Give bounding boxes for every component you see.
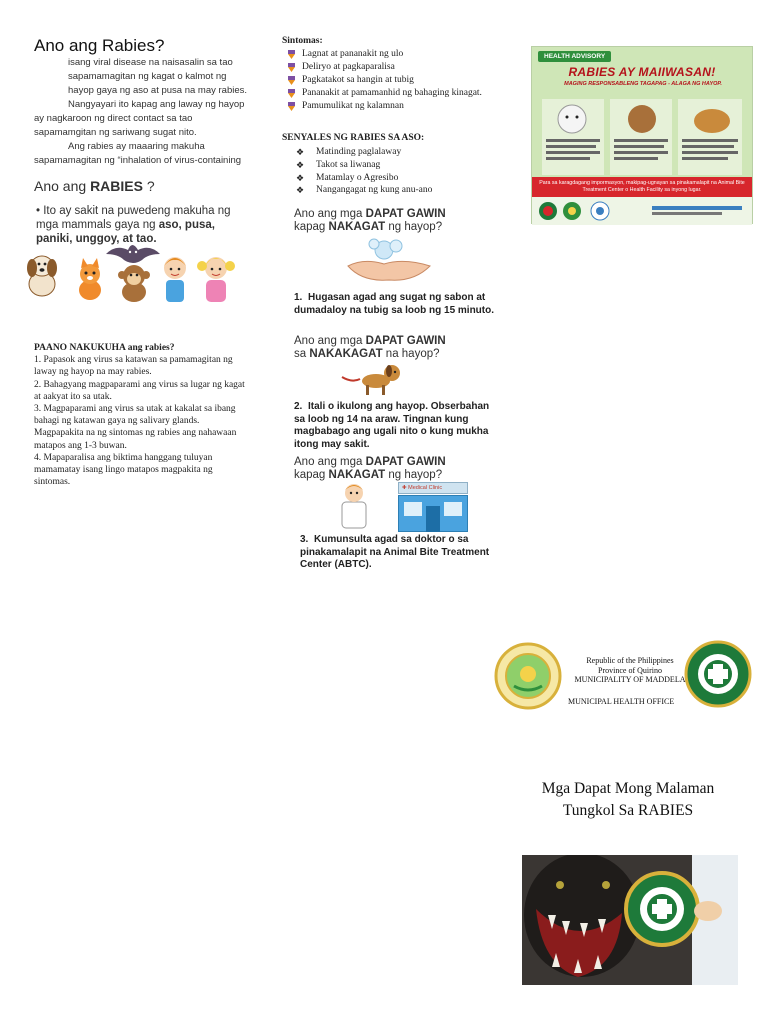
sintomas-item: Deliryo at pagkaparalisa <box>282 61 492 73</box>
bat-icon <box>106 245 160 263</box>
step-2-question: Ano ang mga DAPAT GAWIN sa NAKAKAGAT na hayop? <box>294 335 446 360</box>
intro-text <box>34 56 248 182</box>
leashed-dog-icon <box>340 357 404 397</box>
step-3-question: Ano ang mga DAPAT GAWIN kapag NAKAGAT ng hayop? <box>294 456 446 481</box>
advisory-illustrations <box>542 99 742 175</box>
advisory-contact-banner: Para sa karagdagang impormasyon, makipag-ugnayan sa pinakamalapit na Animal Bite Treatment Center o Health Facility sa inyong lugar. <box>532 177 752 197</box>
clinic-cross-icon: ✚ <box>402 485 407 491</box>
gov-country: Republic of the Philippines <box>586 656 674 665</box>
doh-seal-icon <box>684 640 752 708</box>
animals-illustration <box>24 240 256 304</box>
step-1-question: Ano ang mga DAPAT GAWIN kapag NAKAGAT ng hayop? <box>294 208 446 233</box>
diamond-bullet-icon: ❖ <box>296 185 305 196</box>
brochure-title-line-1: Mga Dapat Mong Malaman <box>541 780 715 797</box>
hotline-bar <box>652 212 722 215</box>
dog-icon <box>27 256 57 296</box>
bullet-arrow-icon <box>288 102 295 111</box>
bullet-arrow-icon <box>288 50 295 59</box>
bullet-arrow-icon <box>288 63 295 72</box>
senyales-heading: SENYALES NG RABIES SA ASO: <box>282 133 425 143</box>
rabid-dog-image <box>522 855 738 985</box>
bullet-arrow-icon <box>288 89 295 98</box>
brochure-title-line-2: Tungkol Sa RABIES <box>562 802 694 819</box>
step-3-text: 3. Kumunsulta agad sa doktor o sa pinakamalapit na Animal Bite Treatment Center (ABTC). <box>300 534 490 570</box>
health-advisory-poster <box>531 46 753 224</box>
senyales-list <box>282 146 492 197</box>
sintomas-list <box>282 48 492 112</box>
step-1-panel <box>286 206 504 330</box>
rabies-panel-header: Ano ang RABIES ? <box>34 178 155 194</box>
intro-paragraph-3: Ang rabies ay maaaring makuha sapamamagitan ng “inhalation of virus-containing <box>34 141 242 166</box>
monkey-icon <box>118 265 150 302</box>
advisory-title: RABIES AY MAIIWASAN! <box>568 65 716 79</box>
boy-icon <box>164 257 186 302</box>
intro-title: Ano ang Rabies? <box>34 36 165 55</box>
paano-item-1: 1. Papasok ang virus sa katawan sa pamamagitan ng laway ng hayop na may rabies. <box>34 355 233 378</box>
brochure-title <box>508 778 748 822</box>
advisory-tag: HEALTH ADVISORY <box>538 51 611 62</box>
sintomas-section <box>282 36 492 113</box>
gov-municipality: MUNICIPALITY OF MADDELA <box>574 675 686 684</box>
diamond-bullet-icon: ❖ <box>296 147 305 157</box>
diamond-bullet-icon: ❖ <box>296 159 305 170</box>
intro-paragraph-2: Nangyayari ito kapag ang laway ng hayop ay nagkaroon ng direct contact sa tao sapamamgitan ng sariwang sugat nito. <box>34 99 245 138</box>
gov-office: MUNICIPAL HEALTH OFFICE <box>568 697 675 706</box>
paano-item-2: 2. Bahagyang magpaparami ang virus sa lugar ng kagat at aakyat ito sa utak. <box>34 379 245 402</box>
step-1-text: 1. Hugasan agad ang sugat ng sabon at dumadaloy na tubig sa loob ng 15 minuto. <box>294 292 495 316</box>
cat-icon <box>79 258 101 300</box>
gov-header <box>494 640 754 712</box>
senyales-item: ❖ Matamlay o Agresibo <box>296 172 399 183</box>
clinic-sign: ✚ Medical Clinic <box>398 482 468 494</box>
step-2-text: 2. Itali o ikulong ang hayop. Obserbahan sa loob ng 14 na araw. Tingnan kung magbabago ang ugali nito o kung mukha itong may sakit. <box>294 401 490 450</box>
senyales-item: ❖ Takot sa liwanag <box>296 159 381 170</box>
paano-item-3: 3. Magpaparami ang virus sa utak at kakalat sa ibang bahagi ng katawan gaya ng salivary glands. Magpapakita na ng sintomas ng rabies ang nahawaan matapos ang 1-3 buwan. <box>34 404 237 451</box>
municipal-seal-icon <box>494 642 562 710</box>
clinic-building-icon <box>398 482 468 532</box>
bullet-arrow-icon <box>288 76 295 85</box>
washing-hands-icon <box>344 236 434 286</box>
step-2-panel <box>286 333 504 451</box>
rabid-dog-photo <box>522 855 738 985</box>
intro-paragraph-1: isang viral disease na naisasalin sa tao sapamamagitan ng kagat o kalmot ng hayop gaya ng aso at pusa na may rabies. <box>68 57 248 96</box>
senyales-item: ❖ Nangangagat ng kung anu-ano <box>296 185 433 196</box>
sintomas-item: Pamumulikat ng kalamnan <box>282 100 492 112</box>
sintomas-item: Pagkatakot sa hangin at tubig <box>282 74 492 86</box>
diamond-bullet-icon: ❖ <box>296 172 305 183</box>
senyales-item: ❖ Matinding paglalaway <box>296 147 402 157</box>
step-3-panel <box>286 454 504 570</box>
senyales-section <box>282 133 492 197</box>
advisory-footer <box>532 197 752 225</box>
girl-icon <box>197 257 235 302</box>
sintomas-item: Pananakit at pamamanhid ng bahaging kinagat. <box>282 87 492 99</box>
doctor-icon <box>334 480 374 532</box>
paano-heading: PAANO NAKUKUHA ang rabies? <box>34 343 175 353</box>
rabies-panel-bullet: • Ito ay sakit na puwedeng makuha ng mga mammals gaya ng aso, pusa, paniki, unggoy, at tao. <box>36 205 231 245</box>
paano-section <box>34 342 248 488</box>
social-media-bar <box>652 206 742 210</box>
sintomas-heading: Sintomas: <box>282 36 323 46</box>
sintomas-item: Lagnat at pananakit ng ulo <box>282 48 492 60</box>
advisory-subtitle: MAGING RESPONSABLENG TAGAPAG - ALAGA NG HAYOP. <box>564 81 722 87</box>
gov-province: Province of Quirino <box>598 665 662 675</box>
paano-item-4: 4. Mapaparalisa ang biktima hanggang tuluyan mamamatay isang lingo matapos magpakita ng sintomas. <box>34 452 213 488</box>
advisory-logos <box>538 201 628 221</box>
gov-text <box>570 656 690 685</box>
